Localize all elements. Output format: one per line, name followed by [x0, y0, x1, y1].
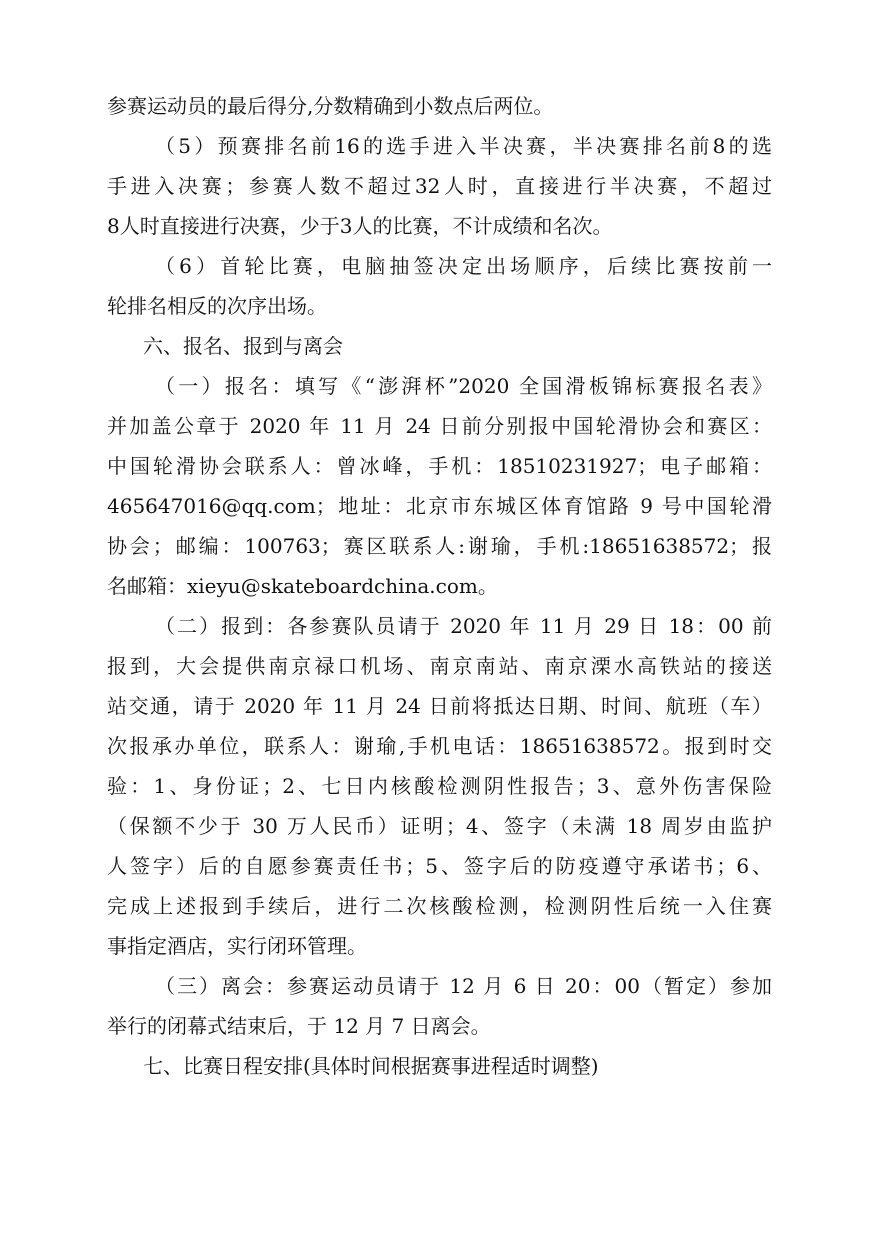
text-line: 站交通，请于 2020 年 11 月 24 日前将抵达日期、时间、航班（车）: [107, 694, 772, 718]
text-line: 中国轮滑协会联系人：曾冰峰，手机：18510231927；电子邮箱：: [107, 454, 772, 478]
text-line: 8人时直接进行决赛，少于3人的比赛，不计成绩和名次。: [107, 214, 613, 238]
text-line: （5）预赛排名前16的选手进入半决赛，半决赛排名前8的选: [155, 134, 772, 158]
paragraph-registration: [107, 366, 772, 606]
text-line: 举行的闭幕式结束后，于 12 月 7 日离会。: [107, 1014, 491, 1038]
text-line: 465647016@qq.com；地址：北京市东城区体育馆路 9 号中国轮滑: [107, 494, 772, 518]
text-line: 名邮箱：xieyu@skateboardchina.com。: [107, 574, 498, 598]
text-line: 人签字）后的自愿参赛责任书；5、签字后的防疫遵守承诺书；6、: [107, 854, 772, 878]
text-line: 轮排名相反的次序出场。: [107, 294, 327, 318]
text-line: 手进入决赛；参赛人数不超过32人时，直接进行半决赛，不超过: [107, 174, 772, 198]
text-line: （保额不少于 30 万人民币）证明；4、签字（未满 18 周岁由监护: [107, 814, 772, 838]
text-line: （三）离会：参赛运动员请于 12 月 6 日 20：00（暂定）参加: [155, 974, 772, 998]
text-line: 完成上述报到手续后，进行二次核酸检测，检测阴性后统一入住赛: [107, 894, 772, 918]
document-body: [107, 86, 772, 1086]
text-line: 参赛运动员的最后得分,分数精确到小数点后两位。: [107, 94, 554, 118]
text-line: （二）报到：各参赛队员请于 2020 年 11 月 29 日 18：00 前: [155, 614, 772, 638]
paragraph-departure: [107, 966, 772, 1046]
text-line: （一）报名：填写《“澎湃杯”2020 全国滑板锦标赛报名表》: [155, 374, 772, 398]
paragraph-intro-tail: [107, 86, 772, 126]
heading-text: 六、报名、报到与离会: [143, 334, 343, 358]
text-line: 协会；邮编：100763；赛区联系人:谢瑜，手机:18651638572；报: [107, 534, 772, 558]
text-line: 事指定酒店，实行闭环管理。: [107, 934, 367, 958]
text-line: 次报承办单位，联系人：谢瑜,手机电话：18651638572。报到时交: [107, 734, 772, 758]
paragraph-checkin: [107, 606, 772, 966]
text-line: 验：1、身份证；2、七日内核酸检测阴性报告；3、意外伤害保险: [107, 774, 772, 798]
section-heading-7: [107, 1046, 772, 1086]
section-heading-6: [107, 326, 772, 366]
paragraph-rule-6: [107, 246, 772, 326]
text-line: 报到，大会提供南京禄口机场、南京南站、南京溧水高铁站的接送: [107, 654, 772, 678]
paragraph-rule-5: [107, 126, 772, 246]
heading-text: 七、比赛日程安排(具体时间根据赛事进程适时调整): [143, 1054, 599, 1078]
text-line: 并加盖公章于 2020 年 11 月 24 日前分别报中国轮滑协会和赛区：: [107, 414, 772, 438]
text-line: （6）首轮比赛，电脑抽签决定出场顺序，后续比赛按前一: [155, 254, 772, 278]
